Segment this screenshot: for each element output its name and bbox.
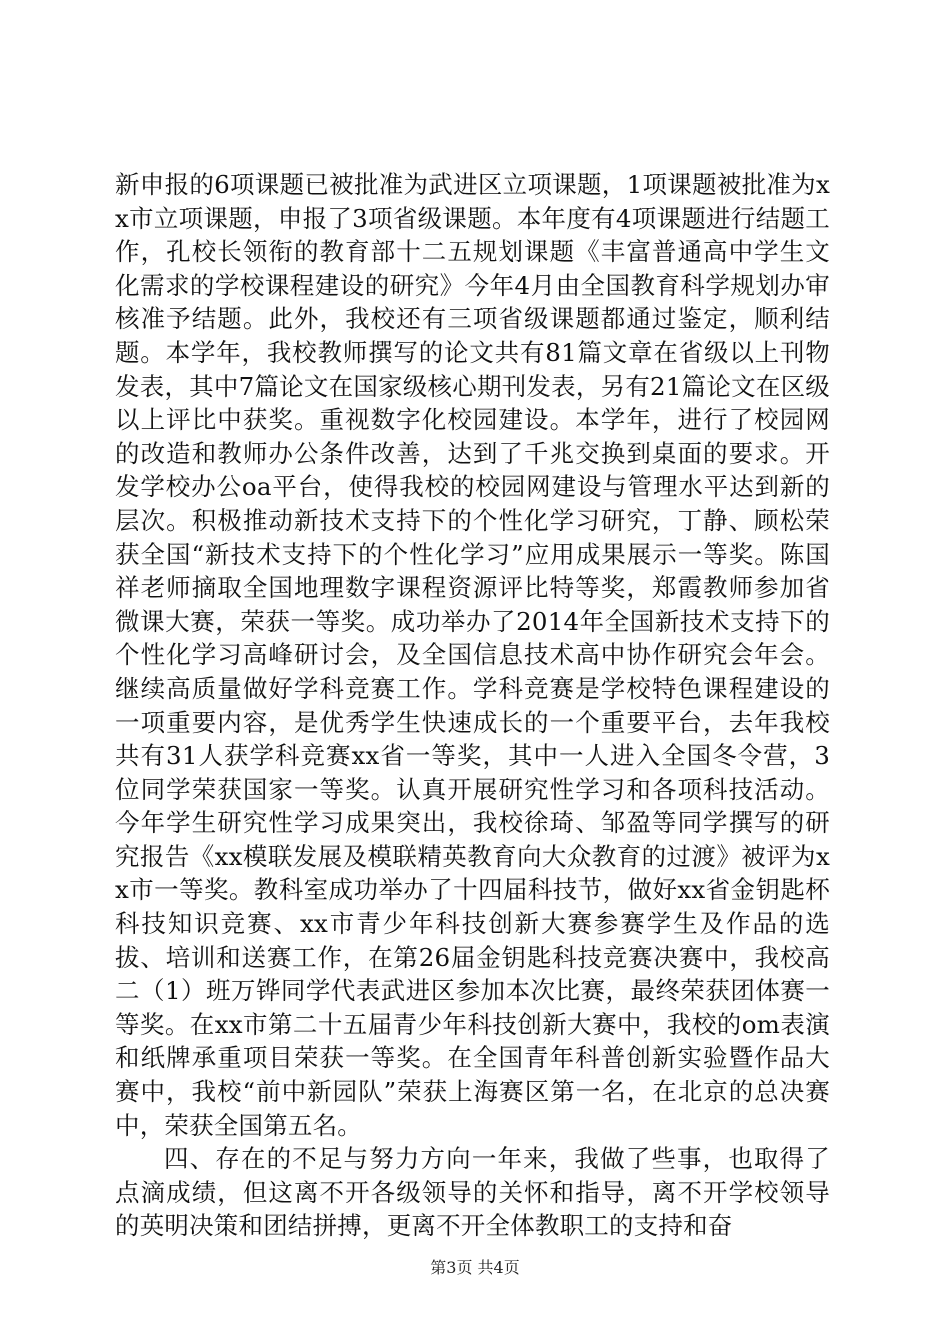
document-body — [115, 168, 830, 1243]
page-number: 第3页 共4页 — [430, 1258, 520, 1277]
paragraph-shortcomings: 四、存在的不足与努力方向一年来，我做了些事，也取得了点滴成绩，但这离不开各级领导的关怀和指导，离不开学校领导的英明决策和团结拼搏，更离不开全体教职工的支持和奋 — [115, 1144, 830, 1241]
page-footer — [0, 1258, 950, 1278]
paragraph-research-achievements: 新申报的6项课题已被批准为武进区立项课题，1项课题被批准为xx市立项课题，申报了3项省级课题。本年度有4项课题进行结题工作，孔校长领衔的教育部十二五规划课题《丰富普通高中学生文化需求的学校课程建设的研究》今年4月由全国教育科学规划办审核准予结题。此外，我校还有三项省级课题都通过鉴定，顺利结题。本学年，我校教师撰写的论文共有81篇文章在省级以上刊物发表，其中7篇论文在国家级核心期刊发表，另有21篇论文在区级以上评比中获奖。重视数字化校园建设。本学年，进行了校园网的改造和教师办公条件改善，达到了千兆交换到桌面的要求。开发学校办公oa平台，使得我校的校园网建设与管理水平达到新的层次。积极推动新技术支持下的个性化学习研究，丁静、顾松荣获全国“新技术支持下的个性化学习”应用成果展示一等奖。陈国祥老师摘取全国地理数字课程资源评比特等奖，郑霞教师参加省微课大赛，荣获一等奖。成功举办了2014年全国新技术支持下的个性化学习高峰研讨会，及全国信息技术高中协作研究会年会。继续高质量做好学科竞赛工作。学科竞赛是学校特色课程建设的一项重要内容，是优秀学生快速成长的一个重要平台，去年我校共有31人获学科竞赛xx省一等奖，其中一人进入全国冬令营，3位同学荣获国家一等奖。认真开展研究性学习和各项科技活动。今年学生研究性学习成果突出，我校徐琦、邹盈等同学撰写的研究报告《xx模联发展及模联精英教育向大众教育的过渡》被评为xx市一等奖。教科室成功举办了十四届科技节，做好xx省金钥匙杯科技知识竞赛、xx市青少年科技创新大赛参赛学生及作品的选拔、培训和送赛工作，在第26届金钥匙科技竞赛决赛中，我校高二（1）班万铧同学代表武进区参加本次比赛，最终荣获团体赛一等奖。在xx市第二十五届青少年科技创新大赛中，我校的om表演和纸牌承重项目荣获一等奖。在全国青年科普创新实验暨作品大赛中，我校“前中新园队”荣获上海赛区第一名，在北京的总决赛中，荣获全国第五名。 — [115, 170, 830, 1140]
